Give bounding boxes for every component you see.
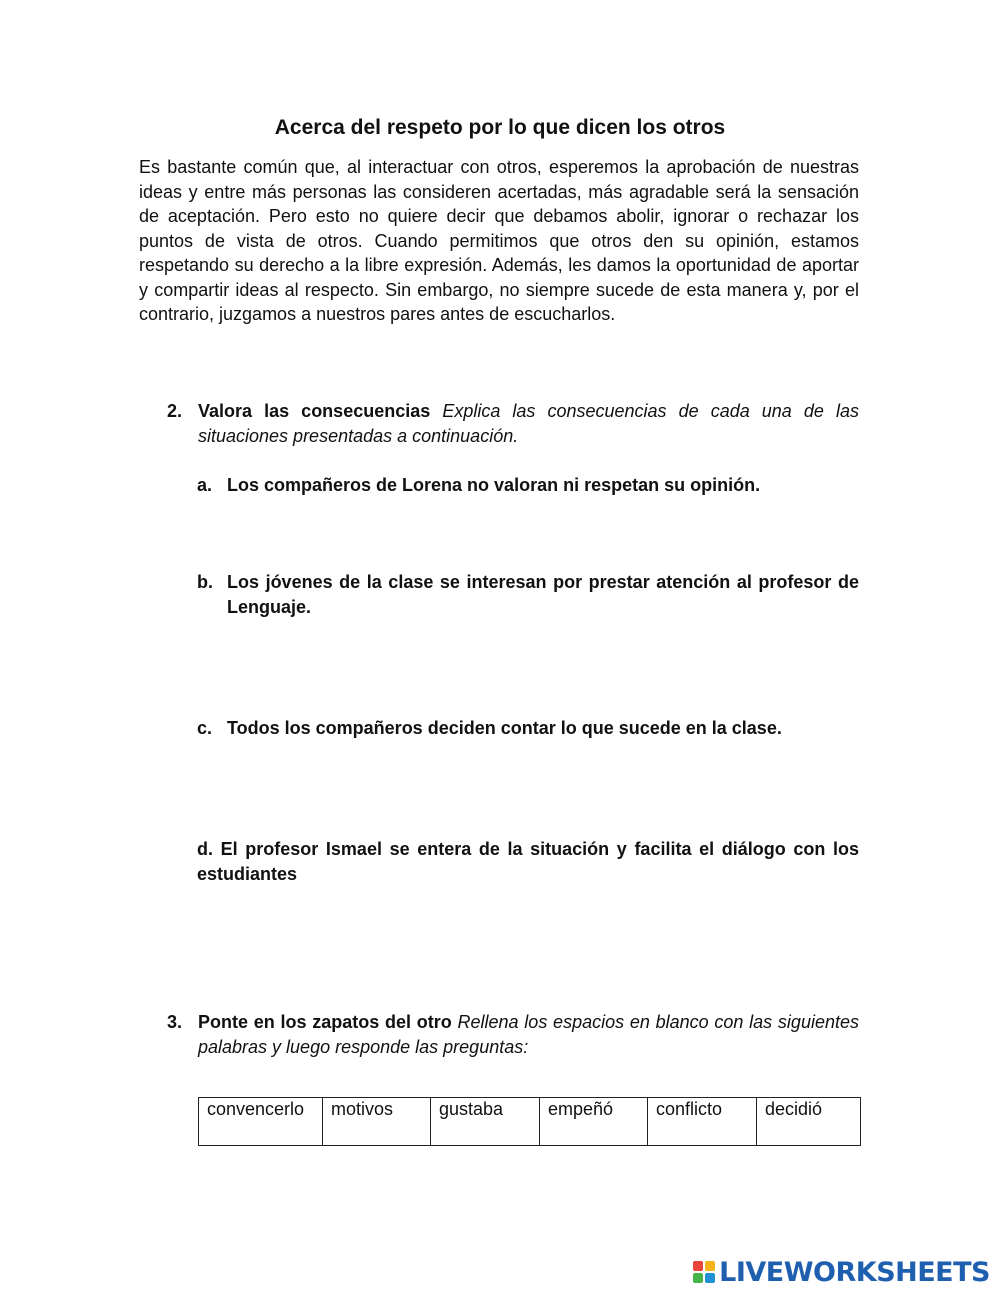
sub-item-letter: d. — [197, 839, 213, 859]
word-cell: convencerlo — [199, 1098, 323, 1146]
question-body — [198, 399, 859, 449]
sub-item-a — [197, 473, 859, 498]
sub-item-letter: b. — [197, 572, 213, 592]
logo-text: LIVEWORKSHEETS — [719, 1256, 990, 1288]
question-3 — [167, 1010, 859, 1060]
logo-mark-icon — [693, 1261, 715, 1283]
question-instruction: Explica las consecuencias de cada una de las situaciones presentadas a continuación. — [198, 401, 859, 446]
sub-item-text: El profesor Ismael se entera de la situación y facilita el diálogo con los estudiantes — [197, 839, 859, 884]
word-cell: motivos — [323, 1098, 431, 1146]
word-bank-table — [198, 1097, 861, 1146]
word-cell: gustaba — [431, 1098, 540, 1146]
word-cell: empeñó — [540, 1098, 648, 1146]
sub-item-text: Los jóvenes de la clase se interesan por prestar atención al profesor de Lenguaje. — [227, 572, 859, 617]
sub-item-text: Los compañeros de Lorena no valoran ni respetan su opinión. — [227, 475, 761, 495]
sub-item-letter: a. — [197, 475, 213, 495]
word-cell: decidió — [757, 1098, 861, 1146]
sub-item-c — [197, 716, 859, 741]
intro-paragraph: Es bastante común que, al interactuar con otros, esperemos la aprobación de nuestras ideas y entre más personas las consideren acertadas, más agradable será la sensación de aceptación. Pero esto no quiere decir que debamos abolir, ignorar o rechazar los puntos de vista de otros. Cuando permitimos que otros den su opinión, estamos respetando su derecho a la libre expresión. Además, les damos la oportunidad de aportar y compartir ideas al respecto. Sin embargo, no siempre sucede de esta manera y, por el contrario, juzgamos a nuestros pares antes de escucharlos. — [139, 157, 859, 324]
liveworksheets-logo — [693, 1255, 990, 1289]
question-heading: Valora las consecuencias — [198, 401, 431, 421]
page-title: Acerca del respeto por lo que dicen los otros — [274, 116, 726, 139]
sub-item-letter: c. — [197, 718, 213, 738]
question-instruction: Rellena los espacios en blanco con las siguientes palabras y luego responde las preguntas: — [198, 1012, 859, 1057]
sub-item-text: Todos los compañeros deciden contar lo que sucede en la clase. — [227, 718, 782, 738]
question-heading: Ponte en los zapatos del otro — [198, 1012, 452, 1032]
word-cell: conflicto — [648, 1098, 757, 1146]
question-number: 2. — [167, 401, 183, 421]
sub-item-d — [197, 837, 859, 886]
question-body — [198, 1010, 859, 1060]
question-number: 3. — [167, 1012, 183, 1032]
question-2 — [167, 399, 859, 449]
word-bank-row — [199, 1098, 861, 1146]
sub-item-b — [197, 570, 859, 619]
